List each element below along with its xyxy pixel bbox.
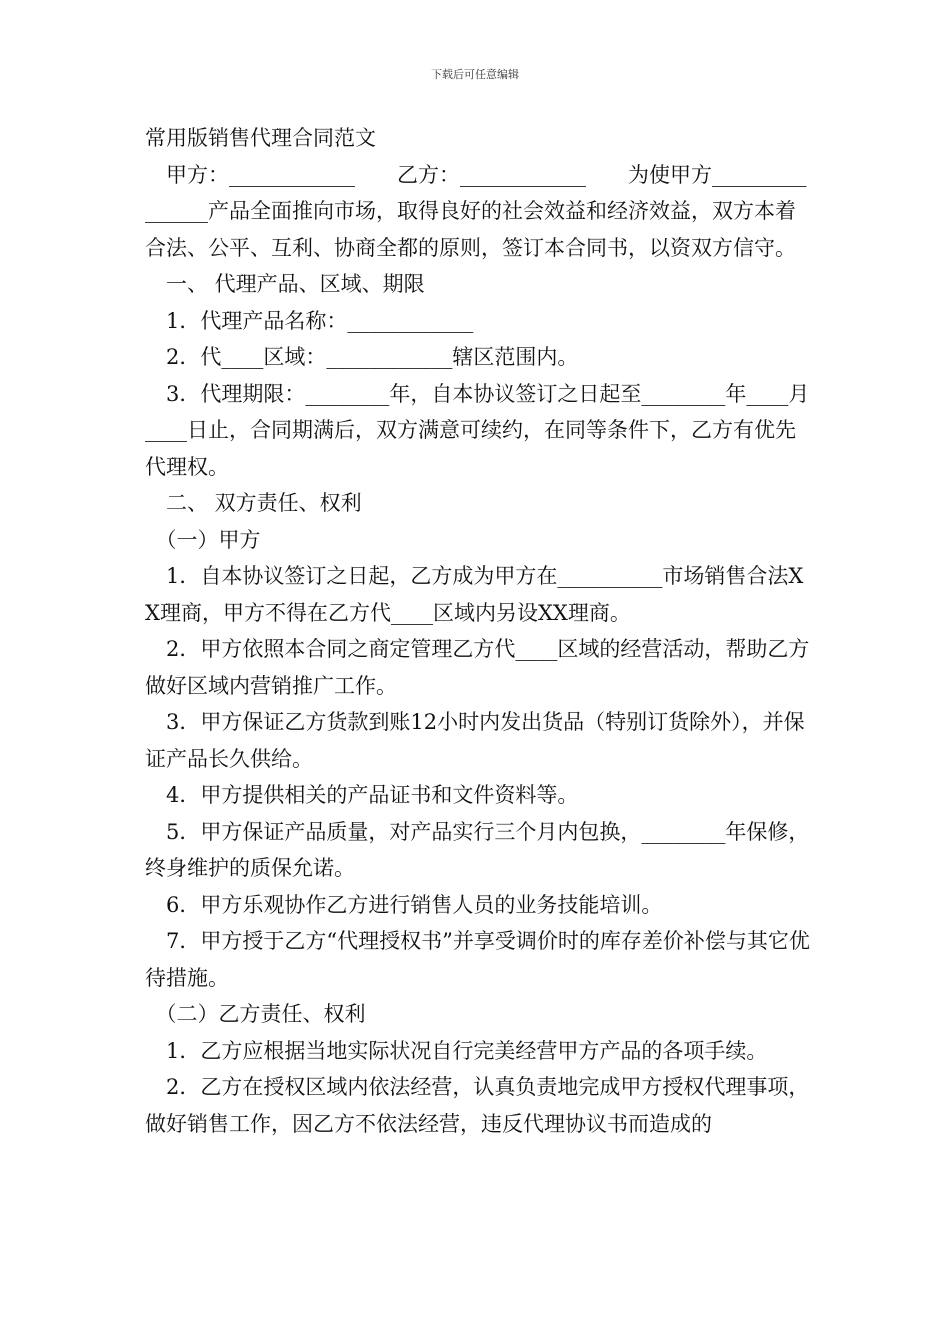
paragraph-intro: 甲方：____________ 乙方：____________ 为使甲方_______________产品全面推向市场，取得良好的社会效益和经济效益，双方本着合法、公平、互利、协商全都的原则，签订本合同书，以资双方信守。 — [145, 162, 807, 260]
section-heading-2: 二、 双方责任、权利 — [145, 491, 362, 515]
header-note: 下载后可任意编辑 — [431, 68, 519, 81]
clause-1-3: 3．代理期限：________年，自本协议签订之日起至________年____月____日止，合同期满后，双方满意可续约，在同等条件下，乙方有优先代理权。 — [145, 381, 810, 479]
clause-1-2: 2．代____区域：____________辖区范围内。 — [145, 345, 579, 369]
document-body — [145, 120, 810, 1142]
clause-b-1: 1．乙方应根据当地实际状况自行完美经营甲方产品的各项手续。 — [145, 1038, 768, 1063]
clause-a-5: 5．甲方保证产品质量，对产品实行三个月内包换，________年保修，终身维护的质保允诺。 — [145, 819, 810, 880]
subsection-heading-party-b: （二）乙方责任、权利 — [145, 1002, 366, 1026]
clause-a-4: 4．甲方提供相关的产品证书和文件资料等。 — [145, 783, 579, 807]
clause-b-2: 2．乙方在授权区域内依法经营，认真负责地完成甲方授权代理事项，做好销售工作，因乙方不依法经营，违反代理协议书而造成的 — [145, 1075, 810, 1136]
section-heading-1: 一、 代理产品、区域、期限 — [145, 272, 425, 296]
clause-a-6: 6．甲方乐观协作乙方进行销售人员的业务技能培训。 — [145, 892, 663, 917]
clause-a-7: 7．甲方授于乙方“代理授权书”并享受调价时的库存差价补偿与其它优待措施。 — [145, 929, 810, 990]
document-title: 常用版销售代理合同范文 — [145, 126, 376, 150]
clause-a-2: 2．甲方依照本合同之商定管理乙方代____区域的经营活动，帮助乙方做好区域内营销推广工作。 — [145, 637, 810, 698]
clause-a-3: 3．甲方保证乙方货款到账12小时内发出货品（特别订货除外），并保证产品长久供给。 — [145, 710, 805, 771]
clause-1-1: 1．代理产品名称：____________ — [145, 308, 474, 333]
clause-a-1: 1．自本协议签订之日起，乙方成为甲方在__________市场销售合法XX理商，甲方不得在乙方代____区域内另设XX理商。 — [145, 564, 804, 625]
subsection-heading-party-a: （一）甲方 — [145, 527, 261, 552]
